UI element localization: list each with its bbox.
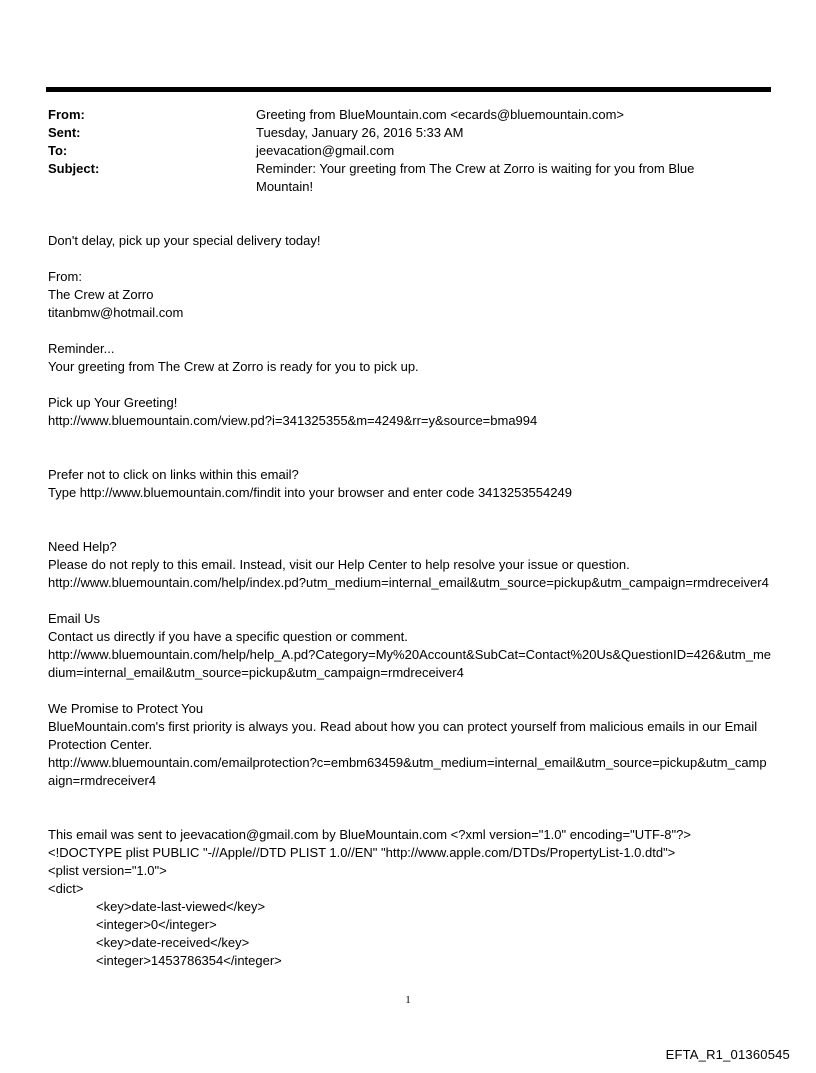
document-id-stamp: EFTA_R1_01360545 bbox=[665, 1047, 790, 1062]
page-number: 1 bbox=[405, 994, 411, 1006]
sent-to-line: This email was sent to jeevacation@gmail.com by BlueMountain.com <?xml version="1.0" encoding="UTF-8"?> bbox=[48, 827, 691, 842]
integer-timestamp: <integer>1453786354</integer> bbox=[96, 953, 282, 968]
dict-line: <dict> bbox=[48, 881, 84, 896]
prefer-title: Prefer not to click on links within this email? bbox=[48, 467, 299, 482]
from-value: Greeting from BlueMountain.com <ecards@bluemountain.com> bbox=[256, 107, 624, 122]
from-label: From: bbox=[48, 107, 85, 122]
email-header bbox=[48, 106, 768, 196]
integer-zero: <integer>0</integer> bbox=[96, 917, 217, 932]
help-link[interactable]: http://www.bluemountain.com/help/index.pd?utm_medium=internal_email&utm_source=pickup&utm_campaign=rmdreceiver4 bbox=[48, 575, 769, 590]
email-us-block bbox=[48, 610, 772, 682]
help-block bbox=[48, 538, 772, 592]
protect-link[interactable]: http://www.bluemountain.com/emailprotection?c=embm63459&utm_medium=internal_email&utm_source=pickup&utm_campaign=rmdreceiver4 bbox=[48, 755, 767, 788]
email-us-text: Contact us directly if you have a specific question or comment. bbox=[48, 629, 408, 644]
sent-label: Sent: bbox=[48, 125, 81, 140]
help-title: Need Help? bbox=[48, 539, 117, 554]
sender-email: titanbmw@hotmail.com bbox=[48, 305, 184, 320]
sender-block bbox=[48, 268, 772, 322]
sender-name: The Crew at Zorro bbox=[48, 287, 154, 302]
header-from-row bbox=[48, 106, 768, 124]
doctype-line: <!DOCTYPE plist PUBLIC "-//Apple//DTD PLIST 1.0//EN" "http://www.apple.com/DTDs/PropertyList-1.0.dtd"> bbox=[48, 845, 676, 860]
header-sent-row bbox=[48, 124, 768, 142]
sent-value: Tuesday, January 26, 2016 5:33 AM bbox=[256, 125, 464, 140]
reminder-title: Reminder... bbox=[48, 341, 115, 356]
email-us-title: Email Us bbox=[48, 611, 101, 626]
subject-label: Subject: bbox=[48, 161, 100, 176]
plist-block bbox=[48, 826, 772, 970]
protect-text: BlueMountain.com's first priority is always you. Read about how you can protect yourself from malicious emails in our Email Protection Center. bbox=[48, 719, 758, 752]
email-body bbox=[48, 232, 772, 988]
key-date-received: <key>date-received</key> bbox=[96, 935, 250, 950]
pickup-title: Pick up Your Greeting! bbox=[48, 395, 178, 410]
subject-value: Reminder: Your greeting from The Crew at Zorro is waiting for you from Blue Mountain! bbox=[256, 161, 695, 194]
pickup-link[interactable]: http://www.bluemountain.com/view.pd?i=341325355&m=4249&rr=y&source=bma994 bbox=[48, 413, 538, 428]
to-value: jeevacation@gmail.com bbox=[256, 143, 395, 158]
header-subject-row bbox=[48, 160, 768, 196]
reminder-block bbox=[48, 340, 772, 376]
protect-block bbox=[48, 700, 772, 790]
sender-label: From: bbox=[48, 269, 82, 284]
prefer-text: Type http://www.bluemountain.com/findit into your browser and enter code 3413253554249 bbox=[48, 485, 572, 500]
header-divider-rule bbox=[46, 87, 771, 92]
reminder-text: Your greeting from The Crew at Zorro is ready for you to pick up. bbox=[48, 359, 419, 374]
protect-title: We Promise to Protect You bbox=[48, 701, 204, 716]
email-us-link[interactable]: http://www.bluemountain.com/help/help_A.pd?Category=My%20Account&SubCat=Contact%20Us&QuestionID=426&utm_medium=internal_email&utm_source=pickup&utm_campaign=rmdreceiver4 bbox=[48, 647, 771, 680]
header-to-row bbox=[48, 142, 768, 160]
key-date-last-viewed: <key>date-last-viewed</key> bbox=[96, 899, 266, 914]
plist-line: <plist version="1.0"> bbox=[48, 863, 167, 878]
prefer-block bbox=[48, 466, 772, 502]
to-label: To: bbox=[48, 143, 68, 158]
pickup-block bbox=[48, 394, 772, 430]
intro-block bbox=[48, 232, 772, 250]
intro-text: Don't delay, pick up your special delivery today! bbox=[48, 233, 321, 248]
help-text: Please do not reply to this email. Instead, visit our Help Center to help resolve your issue or question. bbox=[48, 557, 630, 572]
